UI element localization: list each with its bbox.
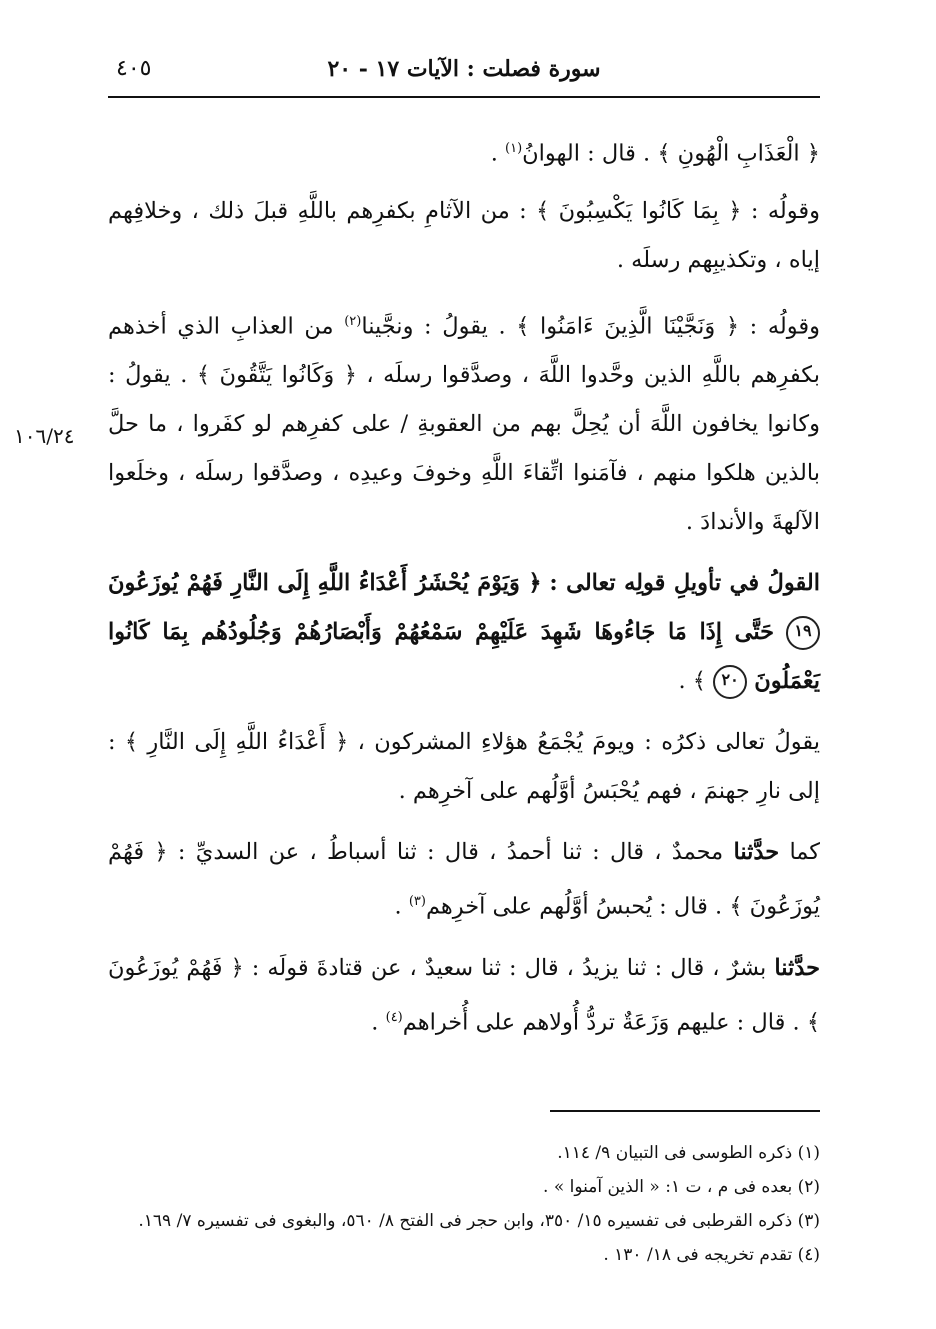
paragraph [108, 297, 820, 548]
quran-verse: حَتَّى إِذَا مَا جَاءُوهَا شَهِدَ عَلَيْهِمْ سَمْعُهُمْ وَأَبْصَارُهُمْ وَجُلُودُهُم بِمَا كَانُوا يَعْمَلُونَ [108, 619, 820, 694]
footnote-marker: (٣) [408, 894, 426, 909]
verse-close: ﴾ . [678, 668, 706, 694]
footnote-rule [550, 1110, 820, 1112]
footnote: (٤) تقدم تخريجه فى ١٨/ ١٣٠ . [603, 1245, 820, 1265]
footnote-marker: (١) [505, 141, 523, 156]
margin-reference: ١٠٦/٢٤ [14, 424, 75, 448]
footnote-marker: (٤) [385, 1009, 403, 1025]
paragraph: وقولُه : ﴿ بِمَا كَانُوا يَكْسِبُونَ ﴾ : من الآثامِ بكفرِهم باللَّهِ قبلَ ذلك ، وخلافِهم إياه ، وتكذيبِهم رسلَه . [108, 197, 820, 273]
paragraph-text: بشرٌ ، قال : ثنا يزيدُ ، قال : ثنا سعيدٌ ، عن قتادةَ قولَه : ﴿ فَهُمْ يُوزَعُونَ ﴾ . قال : عليهم وَزَعَةٌ تردُّ أُولاهم على أُخراهم [108, 954, 820, 1035]
isnad-keyword: حدَّثنا [774, 954, 820, 981]
ayah-number-marker: ١٩ [786, 616, 820, 650]
paragraph-text: ﴿ الْعَذَابِ الْهُونِ ﴾ . قال : الهوانُ [522, 140, 820, 167]
running-title: سورة فصلت : الآيات ١٧ - ٢٠ [327, 56, 601, 82]
footnotes [108, 1136, 820, 1272]
paragraph: يقولُ تعالى ذكرُه : ويومَ يُجْمَعُ هؤلاءِ المشركون ، ﴿ أَعْدَاءُ اللَّهِ إِلَى النَّارِ ﴾ : إلى نارِ جهنمَ ، فهم يُحْبَسُ أوَّلُهم على آخرِهم . [108, 729, 820, 804]
isnad-keyword: حدَّثنا [733, 839, 780, 865]
paragraph-text: من العذابِ الذي أخذهم بكفرِهم باللَّهِ الذين وحَّدوا اللَّهَ ، وصدَّقوا رسلَه ، ﴿ وَكَانُوا يَتَّقُونَ ﴾ . يقولُ : وكانوا يخافون اللَّهَ أن يُحِلَّ بهم من العقوبةِ / على كفرِهم لو كفَروا ، ما حلَّ بالذين هلكوا منهم ، فآمَنوا اتِّقاءَ اللَّهِ وخوفَ وعيدِه ، وصدَّقوا رسلَه ، وخلَعوا الآلهةَ والأندادَ . [108, 313, 820, 535]
footnote-marker: (٢) [344, 313, 362, 329]
hadith-paragraph: كما حدَّثنا محمدٌ ، قال : ثنا أحمدُ ، قال : ثنا أسباطُ ، عن السديِّ : ﴿ فَهُمْ يُوزَعُونَ ﴾ . قال : يُحبسُ أوَّلُهم على آخرِهم$^{(٣)}$ . [108, 839, 821, 920]
footnote: (٢) بعده فى م ، ت ١: « الذين آمنوا » . [543, 1177, 820, 1197]
hadith-paragraph: حدَّثنا بشرٌ ، قال : ثنا يزيدُ ، قال : ثنا سعيدٌ ، عن قتادةَ قولَه : ﴿ فَهُمْ يُوزَعُونَ ﴾ . قال : عليهم وَزَعَةٌ تردُّ أُولاهم على أُخراهم$^{(٤)}$ . [108, 954, 820, 1035]
paragraph-text: كما [789, 839, 821, 865]
main-text [108, 124, 820, 1059]
page-header [108, 48, 820, 94]
paragraph-text: وقولُه : ﴿ وَنَجَّيْنَا الَّذِينَ ءَامَنُوا ﴾ . يقولُ : ونجَّينا [361, 313, 820, 339]
paragraph: ﴿ الْعَذَابِ الْهُونِ ﴾ . قال : الهوانُ$^{(١)}$ . [490, 140, 820, 167]
page-number: ٤٠٥ [116, 56, 152, 81]
section-heading: القولُ في تأويلِ قولِه تعالى : [549, 570, 820, 596]
quran-verse: ﴿ وَيَوْمَ يُحْشَرُ أَعْدَاءُ اللَّهِ إِلَى النَّارِ فَهُمْ يُوزَعُونَ [108, 570, 542, 596]
paragraph-text: محمدٌ ، قال : ثنا أحمدُ ، قال : ثنا أسباطُ ، عن السديِّ : ﴿ فَهُمْ يُوزَعُونَ ﴾ . قال : يُحبسُ أوَّلُهم على آخرِهم [108, 839, 820, 920]
footnote: (١) ذكره الطوسى فى التبيان ٩/ ١١٤. [557, 1143, 820, 1163]
ayah-number-marker: ٢٠ [713, 665, 747, 699]
verse-heading-paragraph [108, 559, 820, 706]
header-rule [108, 96, 820, 98]
footnote: (٣) ذكره القرطبى فى تفسيره ١٥/ ٣٥٠، وابن حجر فى الفتح ٨/ ٥٦٠، والبغوى فى تفسيره ٧/ ١٦٩. [138, 1211, 820, 1231]
